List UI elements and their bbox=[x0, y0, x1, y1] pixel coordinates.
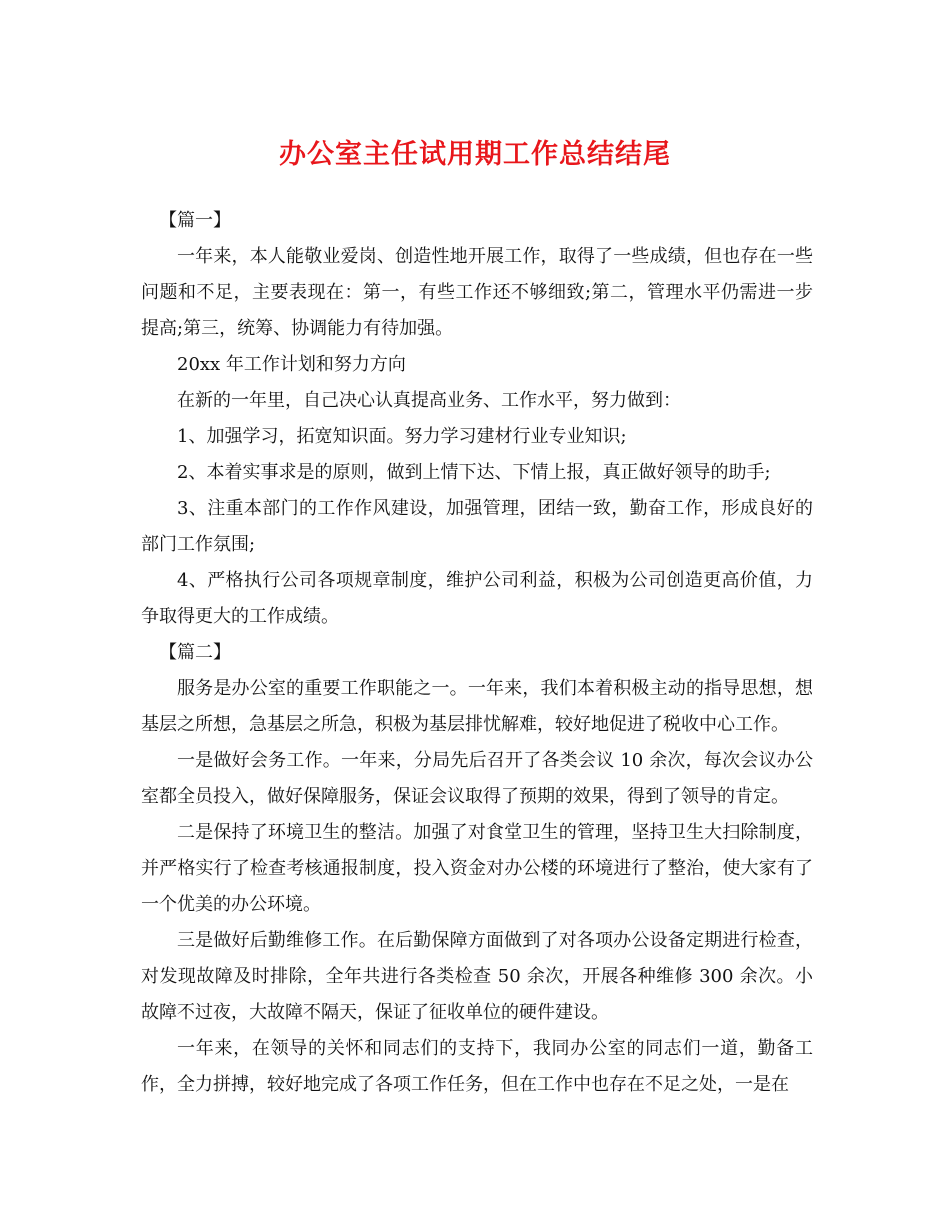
paragraph: 一年来，在领导的关怀和同志们的支持下，我同办公室的同志们一道，勤备工作，全力拼搏，较好地完成了各项工作任务，但在工作中也存在不足之处，一是在 bbox=[141, 1038, 813, 1095]
section-heading: 【篇二】 bbox=[159, 642, 231, 663]
section-heading: 【篇一】 bbox=[159, 210, 231, 231]
paragraph: 一是做好会务工作。一年来，分局先后召开了各类会议 10 余次，每次会议办公室都全员投入，做好保障服务，保证会议取得了预期的效果，得到了领导的肯定。 bbox=[141, 750, 813, 807]
list-item: 2、本着实事求是的原则，做到上情下达、下情上报，真正做好领导的助手; bbox=[177, 462, 771, 483]
document-title: 办公室主任试用期工作总结结尾 bbox=[279, 139, 671, 170]
paragraph: 一年来，本人能敬业爱岗、创造性地开展工作，取得了一些成绩，但也存在一些问题和不足，主要表现在：第一，有些工作还不够细致;第二，管理水平仍需进一步提高;第三，统筹、协调能力有待加强。 bbox=[141, 246, 813, 339]
list-item: 1、加强学习，拓宽知识面。努力学习建材行业专业知识; bbox=[177, 426, 627, 447]
document-body bbox=[141, 203, 813, 1103]
paragraph: 20xx 年工作计划和努力方向 bbox=[177, 354, 406, 375]
paragraph: 服务是办公室的重要工作职能之一。一年来，我们本着积极主动的指导思想，想基层之所想，急基层之所急，积极为基层排忧解难，较好地促进了税收中心工作。 bbox=[141, 678, 813, 735]
paragraph: 三是做好后勤维修工作。在后勤保障方面做到了对各项办公设备定期进行检查，对发现故障及时排除，全年共进行各类检查 50 余次，开展各种维修 300 余次。小故障不过夜，大故障不隔天，保证了征收单位的硬件建设。 bbox=[141, 930, 813, 1023]
paragraph: 二是保持了环境卫生的整洁。加强了对食堂卫生的管理，坚持卫生大扫除制度，并严格实行了检查考核通报制度，投入资金对办公楼的环境进行了整治，使大家有了一个优美的办公环境。 bbox=[141, 822, 813, 915]
list-item: 4、严格执行公司各项规章制度，维护公司利益，积极为公司创造更高价值，力争取得更大的工作成绩。 bbox=[141, 570, 813, 627]
paragraph: 在新的一年里，自己决心认真提高业务、工作水平，努力做到： bbox=[177, 390, 681, 411]
list-item: 3、注重本部门的工作作风建设，加强管理，团结一致，勤奋工作，形成良好的部门工作氛围; bbox=[141, 498, 813, 555]
